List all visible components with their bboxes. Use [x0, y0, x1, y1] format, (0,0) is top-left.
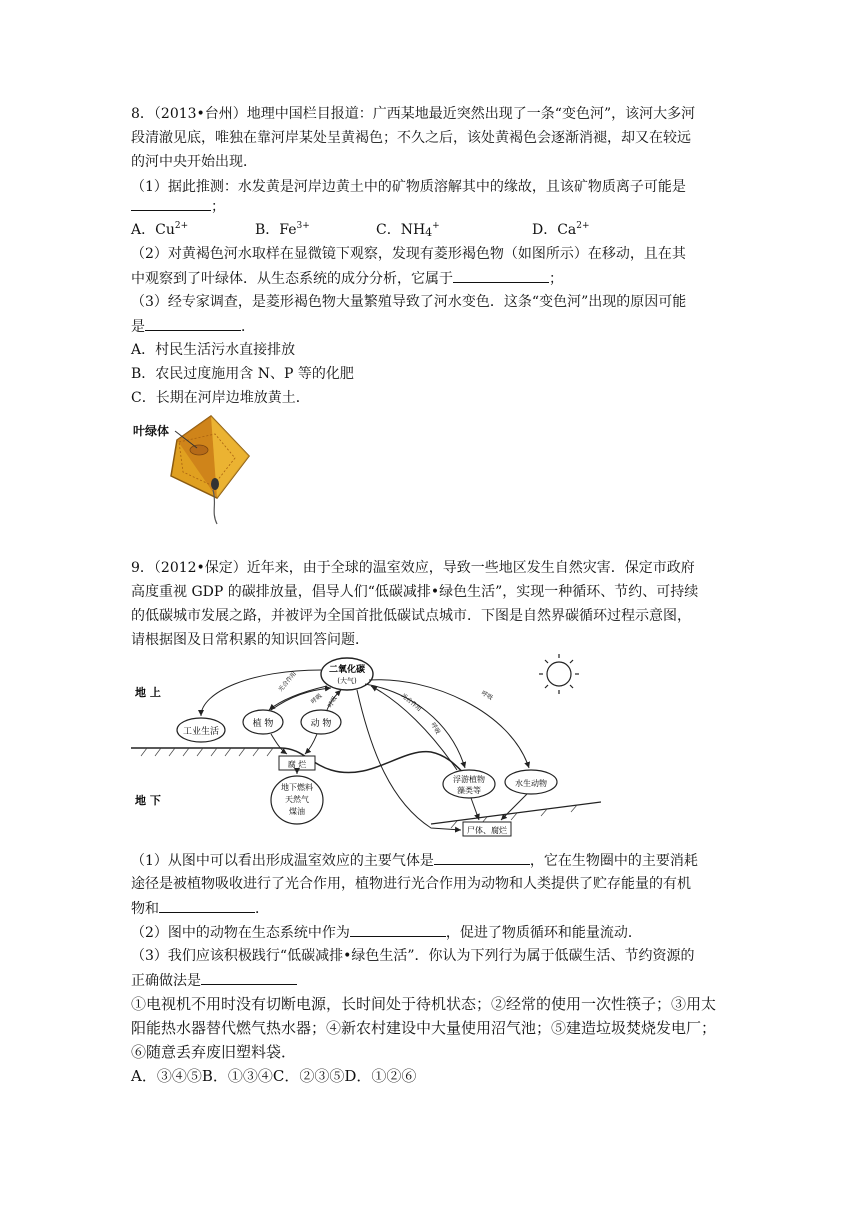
q9-items-line3: ⑥随意丢弃废旧塑料袋． — [131, 1043, 297, 1061]
punctuation: ． — [255, 901, 269, 917]
arrow-label-respiration-4: 呼吸 — [480, 689, 494, 702]
q8-part1-answer — [131, 196, 225, 217]
q8-choice-a: A．村民生活污水直接排放 — [131, 342, 296, 358]
q9-items-line1: ①电视机不用时没有切断电源，长时间处于待机状态；②经常的使用一次性筷子；③用太 — [131, 995, 717, 1013]
carbon-cycle-diagram — [131, 652, 601, 844]
organism-figure — [131, 412, 261, 530]
fuel-label-3: 煤油 — [289, 807, 305, 816]
answer-blank[interactable] — [201, 970, 297, 985]
plant-label: 植 物 — [252, 719, 274, 729]
q9-line3: 的低碳城市发展之路，并被评为全国首批低碳试点城市．下图是自然界碳循环过程示意图， — [131, 608, 691, 624]
q8-option-b — [255, 220, 310, 240]
q9-part1-text-a: （1）从图中可以看出形成温室效应的主要气体是 — [131, 853, 434, 869]
q8-option-d — [532, 220, 590, 240]
q9-part1-text-b: ，它在生物圈中的主要消耗 — [529, 853, 698, 869]
arrow-label-photosynthesis: 光合作用 — [277, 670, 298, 694]
option-a-text: A．Cu — [131, 222, 175, 238]
q8-choice-c: C．长期在河岸边堆放黄土． — [131, 390, 310, 406]
q8-part2-line1: （2）对黄褐色河水取样在显微镜下观察，发现有菱形褐色物（如图所示）在移动，且在其 — [131, 246, 686, 262]
q9-part1-line3 — [131, 898, 269, 919]
q8-part1-text: （1）据此推测：水发黄是河岸边黄土中的矿物质溶解其中的缘故，且该矿物质离子可能是 — [131, 179, 686, 195]
organism-spot — [211, 478, 219, 490]
q9-part2 — [131, 922, 642, 943]
aquatic-animal-label: 水生动物 — [515, 779, 547, 788]
plankton-label-2: 藻类等 — [457, 786, 481, 795]
answer-blank[interactable] — [159, 898, 255, 913]
co2-sublabel: (大气) — [337, 677, 357, 685]
q8-part3-text: 是 — [131, 319, 145, 335]
option-b-charge: 3+ — [296, 221, 310, 231]
option-c-subscript: 4 — [425, 226, 433, 239]
option-d-charge: 2+ — [576, 221, 590, 231]
arrow-label-respiration-2: 呼吸 — [326, 695, 339, 709]
animal-label: 动 物 — [310, 719, 332, 729]
q8-part3-line2 — [131, 316, 255, 337]
answer-blank[interactable] — [453, 268, 549, 283]
industry-label: 工业生活 — [182, 727, 220, 737]
arrow-label-respiration-3: 呼吸 — [429, 721, 442, 736]
carbon-cycle-svg — [131, 652, 601, 844]
q8-option-a — [131, 220, 188, 240]
label-below-ground: 地 下 — [135, 794, 161, 807]
q9-part2-text-b: ，促进了物质循环和能量流动． — [445, 925, 642, 941]
q9-part3-text: 正确做法是 — [131, 973, 201, 989]
q9-line4: 请根据图及日常积累的知识回答问题． — [131, 632, 369, 648]
organism-illustration — [131, 412, 261, 530]
remains-label: 尸体、腐烂 — [467, 826, 507, 835]
q8-part2-text: 中观察到了叶绿体．从生态系统的成分分析，它属于 — [131, 271, 453, 287]
q9-answer-options: A．③④⑤B．①③④C．②③⑤D．①②⑥ — [131, 1067, 417, 1085]
chloroplast-shape — [190, 445, 208, 455]
q9-part1-line1 — [131, 850, 698, 871]
option-a-charge: 2+ — [174, 221, 189, 231]
q8-line3: 的河中央开始出现． — [131, 154, 257, 170]
q8-option-c — [376, 220, 440, 243]
fuel-label-1: 地下燃料 — [281, 783, 313, 792]
plankton-label-1: 浮游植物 — [453, 775, 485, 784]
label-above-ground: 地 上 — [135, 686, 161, 699]
option-b-text: B．Fe — [255, 222, 297, 238]
q9-part1-line2: 途径是被植物吸收进行了光合作用，植物进行光合作用为动物和人类提供了贮存能量的有机 — [131, 876, 691, 892]
fuel-label-2: 天然气 — [285, 795, 309, 804]
answer-blank[interactable] — [131, 196, 211, 211]
q8-choice-b: B．农民过度施用含 N、P 等的化肥 — [131, 366, 354, 382]
sun-icon — [539, 654, 579, 694]
punctuation: ； — [211, 199, 225, 215]
arrow-label-respiration-1: 呼吸 — [309, 692, 324, 706]
answer-blank[interactable] — [434, 850, 530, 865]
option-c-charge: + — [432, 221, 440, 231]
q9-part3-line2 — [131, 970, 297, 991]
option-d-text: D．Ca — [532, 222, 577, 238]
q9-line1: 9．（2012•保定）近年来，由于全球的温室效应，导致一些地区发生自然灾害．保定市政府 — [131, 560, 695, 576]
q9-part1-text-c: 物和 — [131, 901, 159, 917]
punctuation: ； — [549, 271, 563, 287]
co2-label: 二氧化碳 — [328, 665, 366, 675]
cycle-arrows — [201, 670, 529, 830]
q8-line2: 段清澈见底，唯独在靠河岸某处呈黄褐色；不久之后，该处黄褐色会逐渐消褪，却又在较远 — [131, 130, 691, 146]
answer-blank[interactable] — [350, 922, 446, 937]
chloroplast-label: 叶绿体 — [133, 424, 170, 438]
q8-line1: 8．（2013•台州）地理中国栏目报道：广西某地最近突然出现了一条“变色河”，该河大多河 — [131, 106, 696, 122]
arrow-label-photosynthesis-2: 光合作用 — [399, 692, 423, 713]
option-c-text: C．NH — [376, 222, 426, 238]
q9-line2: 高度重视 GDP 的碳排放量，倡导人们“低碳减排•绿色生活”，实现一种循环、节约、可持续 — [131, 584, 699, 600]
ground-hatching — [141, 748, 273, 756]
q9-part3-line1: （3）我们应该积极践行“低碳减排•绿色生活”．你认为下列行为属于低碳生活、节约资源的 — [131, 948, 695, 964]
q8-part2-line2 — [131, 268, 563, 289]
q9-items-line2: 阳能热水器替代燃气热水器；④新农村建设中大量使用沼气池；⑤建造垃圾焚烧发电厂； — [131, 1019, 717, 1037]
answer-blank[interactable] — [145, 316, 241, 331]
q8-part3-line1: （3）经专家调查，是菱形褐色物大量繁殖导致了河水变色．这条“变色河”出现的原因可能 — [131, 294, 687, 310]
decay-label: 腐 烂 — [287, 760, 307, 769]
punctuation: ． — [241, 319, 255, 335]
q9-part2-text-a: （2）图中的动物在生态系统中作为 — [131, 925, 350, 941]
